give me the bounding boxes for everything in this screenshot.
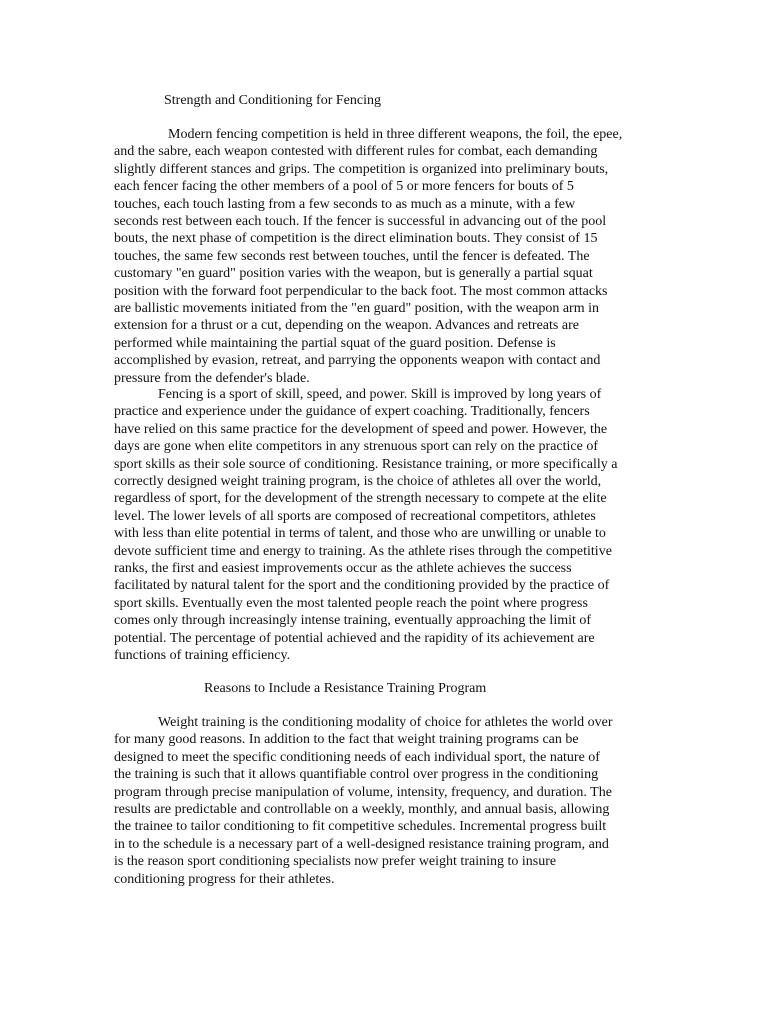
text-line: days are gone when elite competitors in any strenuous sport can rely on the practice of — [114, 439, 599, 455]
text-line: have relied on this same practice for the development of speed and power. However, the — [114, 421, 608, 437]
text-line: results are predictable and controllable on a weekly, monthly, and annual basis, allowing — [114, 802, 610, 818]
text-line: slightly different stances and grips. The competition is organized into preliminary bouts, — [114, 161, 609, 177]
text-line: Fencing is a sport of skill, speed, and power. Skill is improved by long years of — [158, 387, 602, 402]
text-line: comes only through increasingly intense training, eventually approaching the limit of — [114, 613, 592, 629]
text-line: for many good reasons. In addition to the fact that weight training programs can be — [114, 732, 579, 748]
text-line: position with the forward foot perpendicular to the back foot. The most common attacks — [114, 283, 608, 299]
text-line: practice and experience under the guidance of expert coaching. Traditionally, fencers — [114, 404, 590, 420]
text-line: program through precise manipulation of volume, intensity, frequency, and duration. The — [114, 784, 612, 800]
section-heading: Reasons to Include a Resistance Training Program — [204, 681, 487, 696]
text-line: sport skills. Eventually even the most talented people reach the point where progress — [114, 595, 588, 611]
text-line: correctly designed weight training program, is the choice of athletes all over the world, — [114, 474, 602, 490]
text-line: with less than elite potential in terms of talent, and those who are unwilling or unable to — [114, 526, 606, 542]
text-line: and the sabre, each weapon contested with different rules for combat, each demanding — [114, 144, 598, 160]
paragraph-weight-training — [114, 714, 654, 888]
text-line: accomplished by evasion, retreat, and parrying the opponents weapon with contact and — [114, 353, 601, 369]
text-line: functions of training efficiency. — [114, 648, 291, 664]
text-line: extension for a thrust or a cut, depending on the weapon. Advances and retreats are — [114, 318, 579, 334]
text-line: the trainee to tailor conditioning to fit competitive schedules. Incremental progress built — [114, 819, 607, 835]
text-line: are ballistic movements initiated from the "en guard" position, with the weapon arm in — [114, 301, 599, 317]
document-title: Strength and Conditioning for Fencing — [164, 93, 381, 108]
text-line: conditioning progress for their athletes. — [114, 871, 335, 887]
text-line: bouts, the next phase of competition is the direct elimination bouts. They consist of 15 — [114, 231, 598, 247]
text-line: pressure from the defender's blade. — [114, 370, 310, 386]
text-line: devote sufficient time and energy to training. As the athlete rises through the competitive — [114, 543, 612, 559]
text-line: customary "en guard" position varies with the weapon, but is generally a partial squat — [114, 266, 593, 282]
text-line: each fencer facing the other members of a pool of 5 or more fencers for bouts of 5 — [114, 179, 574, 195]
text-line: performed while maintaining the partial squat of the guard position. Defense is — [114, 335, 556, 351]
text-line: touches, the same few seconds rest between touches, until the fencer is defeated. The — [114, 248, 590, 264]
text-line: the training is such that it allows quantifiable control over progress in the conditioning — [114, 767, 599, 783]
text-line: facilitated by natural talent for the sport and the conditioning provided by the practice of — [114, 578, 610, 594]
text-line: in to the schedule is a necessary part of a well-designed resistance training program, and — [114, 836, 609, 852]
paragraph-fencing-competition — [114, 126, 654, 387]
text-line: touches, each touch lasting from a few seconds to as much as a minute, with a few — [114, 196, 576, 212]
paragraph-skill-speed-power — [114, 386, 654, 665]
text-line: regardless of sport, for the development of the strength necessary to compete at the elite — [114, 491, 607, 507]
text-line: is the reason sport conditioning specialists now prefer weight training to insure — [114, 854, 557, 870]
text-line: Weight training is the conditioning modality of choice for athletes the world over — [158, 715, 613, 730]
text-line: level. The lower levels of all sports are composed of recreational competitors, athletes — [114, 508, 596, 524]
text-line: Modern fencing competition is held in three different weapons, the foil, the epee, — [168, 127, 623, 142]
text-line: potential. The percentage of potential achieved and the rapidity of its achievement are — [114, 630, 595, 646]
text-line: designed to meet the specific conditioning needs of each individual sport, the nature of — [114, 749, 600, 765]
text-line: sport skills as their sole source of conditioning. Resistance training, or more specifically a — [114, 456, 618, 472]
text-line: seconds rest between each touch. If the fencer is successful in advancing out of the pool — [114, 214, 607, 230]
text-line: ranks, the first and easiest improvements occur as the athlete achieves the success — [114, 561, 572, 577]
